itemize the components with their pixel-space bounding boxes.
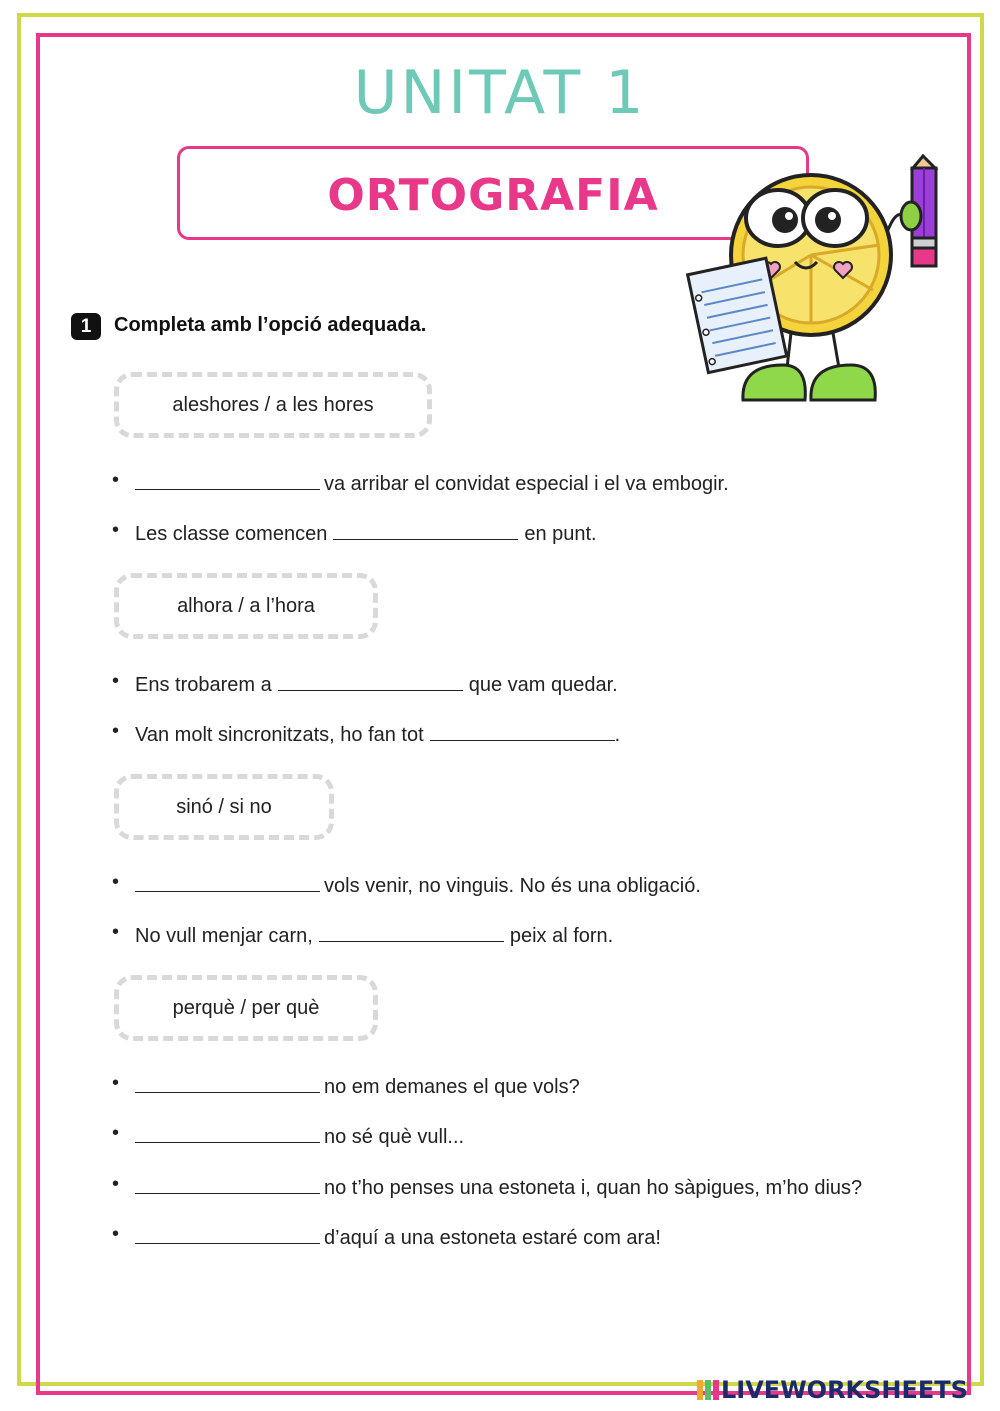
- answer-blank[interactable]: [135, 1070, 320, 1093]
- mascot-illustration: [683, 150, 968, 415]
- sentence-10: d’aquí a una estoneta estaré com ara!: [135, 1221, 661, 1251]
- option-box: aleshores / a les hores: [114, 372, 432, 438]
- sentence-2: Les classe comencen en punt.: [135, 517, 597, 547]
- bullet: •: [112, 519, 120, 541]
- bullet: •: [112, 469, 120, 491]
- option-box: sinó / si no: [114, 774, 334, 840]
- sentence-7: no em demanes el que vols?: [135, 1070, 580, 1100]
- exercise-number: 1: [71, 313, 101, 340]
- sentence-4: Van molt sincronitzats, ho fan tot .: [135, 718, 620, 748]
- sentence-5: vols venir, no vinguis. No és una obligació.: [135, 869, 701, 899]
- option-box: perquè / per què: [114, 975, 378, 1041]
- answer-blank[interactable]: [135, 1221, 320, 1244]
- bullet: •: [112, 921, 120, 943]
- liveworksheets-logo: LIVEWORKSHEETS: [697, 1376, 968, 1404]
- answer-blank[interactable]: [135, 467, 320, 490]
- bullet: •: [112, 1072, 120, 1094]
- option-box: alhora / a l’hora: [114, 573, 378, 639]
- sentence-3: Ens trobarem a que vam quedar.: [135, 668, 618, 698]
- exercise-instruction: Completa amb l’opció adequada.: [114, 314, 427, 336]
- liveworksheets-logo-icon: [697, 1380, 719, 1400]
- bullet: •: [112, 670, 120, 692]
- answer-blank[interactable]: [319, 919, 504, 942]
- sentence-1: va arribar el convidat especial i el va embogir.: [135, 467, 729, 497]
- answer-blank[interactable]: [135, 1120, 320, 1143]
- bullet: •: [112, 871, 120, 893]
- sentence-9: no t’ho penses una estoneta i, quan ho sàpigues, m’ho dius?: [135, 1171, 862, 1201]
- bullet: •: [112, 1223, 120, 1245]
- sentence-8: no sé què vull...: [135, 1120, 464, 1150]
- page-title: UNITAT 1: [353, 58, 647, 128]
- page-subtitle: ORTOGRAFIA: [327, 170, 659, 221]
- answer-blank[interactable]: [278, 668, 463, 691]
- bullet: •: [112, 720, 120, 742]
- answer-blank[interactable]: [135, 1171, 320, 1194]
- answer-blank[interactable]: [135, 869, 320, 892]
- bullet: •: [112, 1122, 120, 1144]
- answer-blank[interactable]: [430, 718, 615, 741]
- sentence-6: No vull menjar carn, peix al forn.: [135, 919, 613, 949]
- bullet: •: [112, 1173, 120, 1195]
- answer-blank[interactable]: [333, 517, 518, 540]
